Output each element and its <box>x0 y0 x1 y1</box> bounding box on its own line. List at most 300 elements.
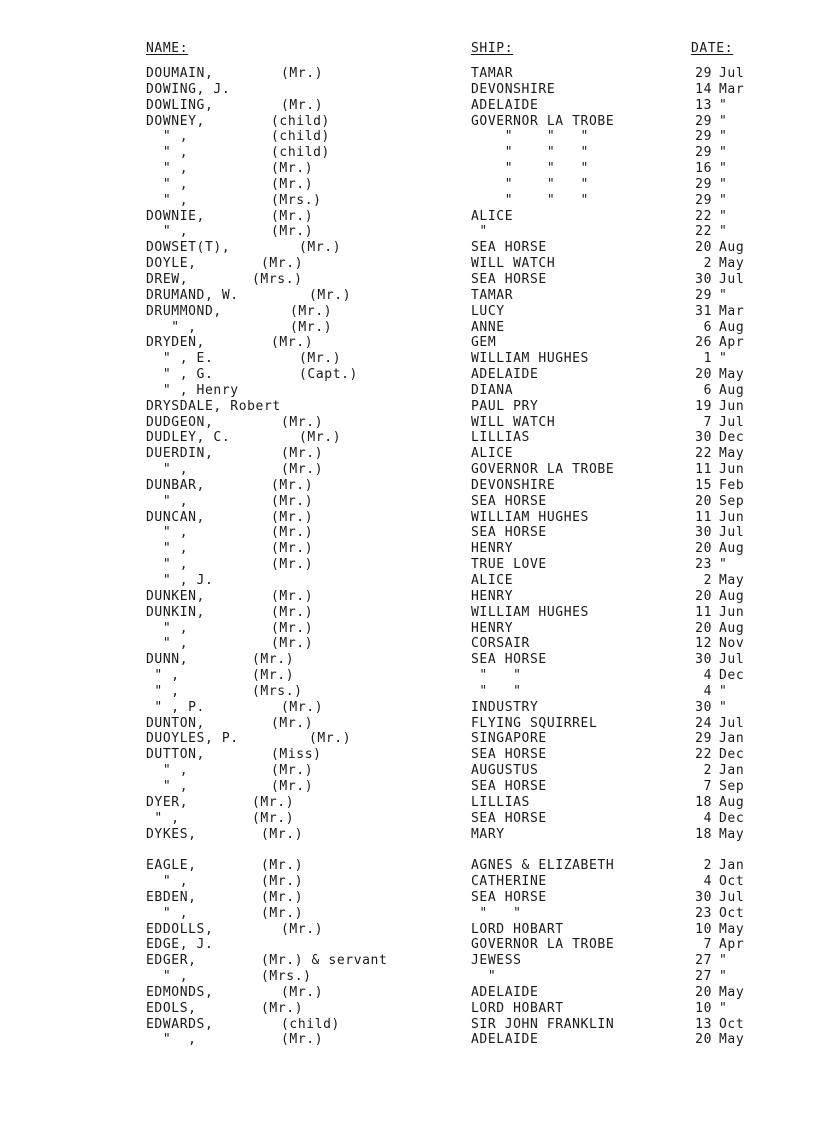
passenger-row <box>0 557 816 573</box>
date-day: 15 <box>695 477 712 493</box>
date-month: " <box>719 351 728 367</box>
date-day: 18 <box>695 794 712 810</box>
passenger-row <box>0 430 816 446</box>
ship-name: SIR JOHN FRANKLIN <box>471 1016 615 1032</box>
passenger-title: (child) <box>271 129 330 145</box>
passenger-name: DYER, <box>146 794 189 810</box>
date-month: Jun <box>719 604 745 620</box>
passenger-name: EDMONDS, <box>146 984 214 1000</box>
passenger-name: EDGER, <box>146 953 197 969</box>
passenger-row <box>0 573 816 589</box>
date-day: 20 <box>695 541 712 557</box>
date-month: Jun <box>719 398 745 414</box>
date-day: 20 <box>695 240 712 256</box>
name-column-header: NAME: <box>146 41 189 56</box>
ship-column-header: SHIP: <box>471 41 514 56</box>
passenger-title: (Mr.) <box>281 97 324 113</box>
date-month: Dec <box>719 747 745 763</box>
passenger-row <box>0 177 816 193</box>
date-day: 30 <box>695 889 712 905</box>
date-month: " <box>719 208 728 224</box>
date-month: May <box>719 446 745 462</box>
passenger-title: (Mr.) <box>290 319 333 335</box>
passenger-title: (Mr.) <box>252 652 295 668</box>
passenger-row <box>0 98 816 114</box>
passenger-name: " , G. <box>146 367 214 383</box>
date-day: 27 <box>695 969 712 985</box>
date-day: 23 <box>695 557 712 573</box>
date-month: Jun <box>719 462 745 478</box>
passenger-name: DUERDIN, <box>146 446 214 462</box>
passenger-name: " , <box>146 636 189 652</box>
date-day: 4 <box>703 683 712 699</box>
passenger-name: DUOYLES, P. <box>146 731 239 747</box>
passenger-title: (Mr.) <box>271 588 314 604</box>
ship-name: PAUL PRY <box>471 398 539 414</box>
passenger-name: DUNN, <box>146 652 189 668</box>
passenger-name: " , <box>146 192 189 208</box>
passenger-title: (Mr.) <box>261 256 304 272</box>
passenger-title: (Mr.) <box>309 287 352 303</box>
ship-name: SEA HORSE <box>471 747 547 763</box>
passenger-row <box>0 922 816 938</box>
passenger-name: " , <box>146 129 189 145</box>
date-day: 12 <box>695 636 712 652</box>
date-month: Dec <box>719 810 745 826</box>
ship-name: CATHERINE <box>471 874 547 890</box>
passenger-name: EDOLS, <box>146 1000 197 1016</box>
passenger-title: (Mr.) <box>271 176 314 192</box>
date-day: 1 <box>703 351 712 367</box>
date-month: May <box>719 256 745 272</box>
date-month: Dec <box>719 668 745 684</box>
passenger-title: (child) <box>271 145 330 161</box>
passenger-title: (Mr.) <box>290 303 333 319</box>
passenger-title: (Mr.) <box>271 224 314 240</box>
date-day: 22 <box>695 747 712 763</box>
date-day: 29 <box>695 113 712 129</box>
passenger-name: EAGLE, <box>146 858 197 874</box>
date-month: Jul <box>719 66 745 81</box>
passenger-name: DUTTON, <box>146 747 205 763</box>
passenger-name: " , <box>146 557 189 573</box>
passenger-name: " , <box>146 683 180 699</box>
date-day: 7 <box>703 414 712 430</box>
passenger-title: (Mrs.) <box>261 969 312 985</box>
passenger-title: (Mr.) <box>271 493 314 509</box>
passenger-name: " , J. <box>146 573 214 588</box>
ship-name: WILLIAM HUGHES <box>471 509 589 525</box>
date-day: 7 <box>703 937 712 953</box>
passenger-row <box>0 874 816 890</box>
ship-name: LUCY <box>471 303 505 319</box>
date-day: 27 <box>695 953 712 969</box>
passenger-row <box>0 304 816 320</box>
passenger-name: " , <box>146 319 197 335</box>
date-month: Aug <box>719 319 745 335</box>
passenger-title: (Mrs.) <box>252 271 303 287</box>
ship-name: WILL WATCH <box>471 414 556 430</box>
passenger-name: " , <box>146 763 189 779</box>
date-day: 10 <box>695 921 712 937</box>
date-month: Jan <box>719 731 745 747</box>
passenger-row <box>0 858 816 874</box>
passenger-row <box>0 494 816 510</box>
ship-name: SEA HORSE <box>471 778 547 794</box>
passenger-row <box>0 652 816 668</box>
passenger-title: (Mr.) <box>271 604 314 620</box>
date-month: Aug <box>719 794 745 810</box>
passenger-title: (Mr.) <box>271 208 314 224</box>
ship-name: ADELAIDE <box>471 1032 539 1048</box>
passenger-name: EBDEN, <box>146 889 197 905</box>
date-month: Sep <box>719 778 745 794</box>
date-column-header: DATE: <box>691 41 734 56</box>
date-month: Jul <box>719 271 745 287</box>
date-day: 20 <box>695 984 712 1000</box>
passenger-row <box>0 145 816 161</box>
date-day: 6 <box>703 319 712 335</box>
date-day: 29 <box>695 129 712 145</box>
passenger-name: DYKES, <box>146 826 197 842</box>
ship-name: " " " <box>471 129 589 145</box>
passenger-row <box>0 1032 816 1048</box>
date-day: 30 <box>695 525 712 541</box>
passenger-row <box>0 129 816 145</box>
passenger-row <box>0 589 816 605</box>
passenger-row <box>0 272 816 288</box>
column-header-row <box>0 41 816 57</box>
passenger-name: " , <box>146 541 189 557</box>
date-month: Aug <box>719 541 745 557</box>
passenger-row <box>0 240 816 256</box>
ship-name: SEA HORSE <box>471 525 547 541</box>
date-day: 29 <box>695 145 712 161</box>
passenger-title: (Mr.) <box>271 620 314 636</box>
passenger-title: (Mr.) <box>261 1000 304 1016</box>
passenger-row <box>0 383 816 399</box>
passenger-title: (Mr.) <box>271 541 314 557</box>
date-day: 11 <box>695 604 712 620</box>
ship-name: HENRY <box>471 588 514 604</box>
ship-name: TAMAR <box>471 287 514 303</box>
date-day: 2 <box>703 858 712 874</box>
ship-name: ADELAIDE <box>471 367 539 383</box>
passenger-name: DUDGEON, <box>146 414 214 430</box>
passenger-name: DREW, <box>146 271 189 287</box>
date-day: 22 <box>695 208 712 224</box>
passenger-name: DOYLE, <box>146 256 197 272</box>
ship-name: ALICE <box>471 446 514 462</box>
ship-name: CORSAIR <box>471 636 530 652</box>
passenger-title: (Mr.) <box>271 778 314 794</box>
passenger-list <box>0 66 816 1048</box>
date-month: Sep <box>719 493 745 509</box>
ship-name: LILLIAS <box>471 794 530 810</box>
date-month: " <box>719 287 728 303</box>
passenger-row <box>0 605 816 621</box>
date-month: Mar <box>719 81 745 97</box>
ship-name: TRUE LOVE <box>471 557 547 573</box>
passenger-name: DUNKEN, <box>146 588 205 604</box>
passenger-name: " , <box>146 145 189 161</box>
passenger-name: " , E. <box>146 351 214 367</box>
ship-name: AUGUSTUS <box>471 763 539 779</box>
passenger-row <box>0 351 816 367</box>
passenger-title: (child) <box>271 113 330 129</box>
passenger-title: (Mr.) <box>261 858 304 874</box>
passenger-row <box>0 827 816 843</box>
passenger-row <box>0 320 816 336</box>
passenger-name: DOWNEY, <box>146 113 205 129</box>
ship-name: GOVERNOR LA TROBE <box>471 462 615 478</box>
date-day: 24 <box>695 715 712 731</box>
passenger-row <box>0 1001 816 1017</box>
passenger-title: (Mr.) <box>271 509 314 525</box>
date-day: 14 <box>695 81 712 97</box>
date-month: Jul <box>719 525 745 541</box>
ship-name: SEA HORSE <box>471 240 547 256</box>
passenger-name: " , Henry <box>146 382 239 398</box>
date-month: Jul <box>719 715 745 731</box>
passenger-name: DRUMMOND, <box>146 303 222 319</box>
passenger-name: " , <box>146 176 189 192</box>
passenger-row <box>0 795 816 811</box>
ship-name: " " " <box>471 176 589 192</box>
ship-name: " " " <box>471 161 589 177</box>
date-day: 7 <box>703 778 712 794</box>
passenger-name: EDGE, J. <box>146 937 214 953</box>
passenger-row <box>0 985 816 1001</box>
passenger-row <box>0 462 816 478</box>
passenger-title: (Mr.) <box>261 889 304 905</box>
date-day: 10 <box>695 1000 712 1016</box>
passenger-row <box>0 193 816 209</box>
date-day: 29 <box>695 287 712 303</box>
date-day: 23 <box>695 905 712 921</box>
passenger-title: (Mr.) <box>271 335 314 351</box>
passenger-title: (child) <box>281 1016 340 1032</box>
passenger-title: (Mr.) <box>252 794 295 810</box>
date-day: 20 <box>695 493 712 509</box>
date-day: 13 <box>695 1016 712 1032</box>
passenger-name: " , <box>146 778 189 794</box>
passenger-row <box>0 66 816 82</box>
date-month: " <box>719 176 728 192</box>
passenger-row <box>0 256 816 272</box>
passenger-title: (Mr.) <box>261 874 304 890</box>
date-month: Dec <box>719 430 745 446</box>
ship-name: AGNES & ELIZABETH <box>471 858 615 874</box>
date-month: Oct <box>719 874 745 890</box>
passenger-name: DUNKIN, <box>146 604 205 620</box>
passenger-name: " , <box>146 874 189 890</box>
passenger-name: DOUMAIN, <box>146 66 214 81</box>
passenger-row <box>0 747 816 763</box>
ship-name: DIANA <box>471 382 514 398</box>
date-day: 2 <box>703 573 712 588</box>
date-month: " <box>719 129 728 145</box>
date-month: Feb <box>719 477 745 493</box>
ship-name: ANNE <box>471 319 505 335</box>
date-month: " <box>719 969 728 985</box>
passenger-title: (Mr.) <box>252 668 295 684</box>
date-day: 2 <box>703 256 712 272</box>
ship-name: ADELAIDE <box>471 97 539 113</box>
passenger-name: " , <box>146 810 180 826</box>
passenger-row <box>0 335 816 351</box>
passenger-title: (Mr.) <box>271 715 314 731</box>
date-day: 20 <box>695 588 712 604</box>
passenger-name: " , <box>146 969 189 985</box>
passenger-row <box>0 541 816 557</box>
passenger-title: (Mr.) <box>281 1032 324 1048</box>
date-month: May <box>719 984 745 1000</box>
passenger-title: (Mr.) <box>281 984 324 1000</box>
passenger-row <box>0 446 816 462</box>
date-day: 4 <box>703 874 712 890</box>
passenger-row <box>0 288 816 304</box>
passenger-name: DRYSDALE, Robert <box>146 398 281 414</box>
date-month: Jul <box>719 414 745 430</box>
date-month: " <box>719 161 728 177</box>
passenger-row <box>0 969 816 985</box>
passenger-row <box>0 953 816 969</box>
date-month: " <box>719 113 728 129</box>
ship-name: ALICE <box>471 573 514 588</box>
ship-name: DEVONSHIRE <box>471 81 556 97</box>
date-month: Aug <box>719 620 745 636</box>
date-month: " <box>719 953 728 969</box>
date-day: 30 <box>695 699 712 715</box>
passenger-row <box>0 1017 816 1033</box>
date-month: " <box>719 699 728 715</box>
date-day: 29 <box>695 66 712 81</box>
date-day: 11 <box>695 509 712 525</box>
passenger-row <box>0 636 816 652</box>
passenger-title: (Mr.) & servant <box>261 953 388 969</box>
passenger-name: " , <box>146 905 189 921</box>
passenger-name: DOWNIE, <box>146 208 205 224</box>
passenger-row <box>0 937 816 953</box>
passenger-name: " , <box>146 493 189 509</box>
ship-name: LILLIAS <box>471 430 530 446</box>
passenger-name: DUNCAN, <box>146 509 205 525</box>
ship-name: ADELAIDE <box>471 984 539 1000</box>
date-month: Apr <box>719 335 745 351</box>
passenger-name: DUNTON, <box>146 715 205 731</box>
passenger-row <box>0 415 816 431</box>
ship-name: GOVERNOR LA TROBE <box>471 937 615 953</box>
date-day: 2 <box>703 763 712 779</box>
date-day: 29 <box>695 731 712 747</box>
passenger-row <box>0 510 816 526</box>
passenger-name: DRUMAND, W. <box>146 287 239 303</box>
passenger-title: (Mr.) <box>271 477 314 493</box>
ship-name: SEA HORSE <box>471 889 547 905</box>
passenger-row <box>0 114 816 130</box>
date-month: Jan <box>719 763 745 779</box>
ship-name: WILLIAM HUGHES <box>471 351 589 367</box>
ship-name: MARY <box>471 826 505 842</box>
ship-name: " <box>471 969 497 985</box>
passenger-row <box>0 779 816 795</box>
date-day: 6 <box>703 382 712 398</box>
ship-name: DEVONSHIRE <box>471 477 556 493</box>
date-month: " <box>719 557 728 573</box>
passenger-name: DOWSET(T), <box>146 240 231 256</box>
date-day: 4 <box>703 668 712 684</box>
date-month: May <box>719 921 745 937</box>
passenger-row <box>0 209 816 225</box>
date-day: 20 <box>695 1032 712 1048</box>
passenger-title: (Mr.) <box>281 446 324 462</box>
passenger-title: (Mr.) <box>261 905 304 921</box>
date-month: Jul <box>719 652 745 668</box>
ship-name: JEWESS <box>471 953 522 969</box>
ship-name: " " <box>471 905 522 921</box>
passenger-row <box>0 763 816 779</box>
passenger-title: (Mr.) <box>299 430 342 446</box>
passenger-title: (Mr.) <box>271 557 314 573</box>
ship-name: SEA HORSE <box>471 493 547 509</box>
passenger-title: (Mr.) <box>271 525 314 541</box>
passenger-name: " , <box>146 462 189 478</box>
date-day: 16 <box>695 161 712 177</box>
passenger-row <box>0 890 816 906</box>
date-month: Oct <box>719 1016 745 1032</box>
date-day: 30 <box>695 652 712 668</box>
passenger-row <box>0 716 816 732</box>
passenger-name: DUNBAR, <box>146 477 205 493</box>
date-day: 11 <box>695 462 712 478</box>
ship-name: LORD HOBART <box>471 921 564 937</box>
ship-name: " " " <box>471 145 589 161</box>
passenger-name: DOWING, J. <box>146 81 231 97</box>
passenger-name: " , <box>146 224 189 240</box>
passenger-row <box>0 906 816 922</box>
passenger-title: (Mr.) <box>261 826 304 842</box>
date-month: May <box>719 367 745 383</box>
date-day: 19 <box>695 398 712 414</box>
passenger-title: (Mr.) <box>299 240 342 256</box>
passenger-title: (Mr.) <box>281 462 324 478</box>
ship-name: LORD HOBART <box>471 1000 564 1016</box>
passenger-title: (Mr.) <box>309 731 352 747</box>
passenger-title: (Mrs.) <box>271 192 322 208</box>
date-day: 30 <box>695 271 712 287</box>
date-month: Jun <box>719 509 745 525</box>
passenger-row <box>0 224 816 240</box>
passenger-row <box>0 811 816 827</box>
passenger-name: DUDLEY, C. <box>146 430 231 446</box>
passenger-row <box>0 668 816 684</box>
ship-name: " <box>471 224 488 240</box>
ship-name: SEA HORSE <box>471 810 547 826</box>
passenger-row <box>0 399 816 415</box>
date-month: Mar <box>719 303 745 319</box>
ship-name: INDUSTRY <box>471 699 539 715</box>
date-day: 20 <box>695 620 712 636</box>
passenger-name: " , <box>146 161 189 177</box>
date-month: Oct <box>719 905 745 921</box>
date-day: 29 <box>695 192 712 208</box>
date-month: " <box>719 683 728 699</box>
date-month: May <box>719 826 745 842</box>
passenger-title: (Miss) <box>271 747 322 763</box>
passenger-row <box>0 525 816 541</box>
passenger-name: DRYDEN, <box>146 335 205 351</box>
